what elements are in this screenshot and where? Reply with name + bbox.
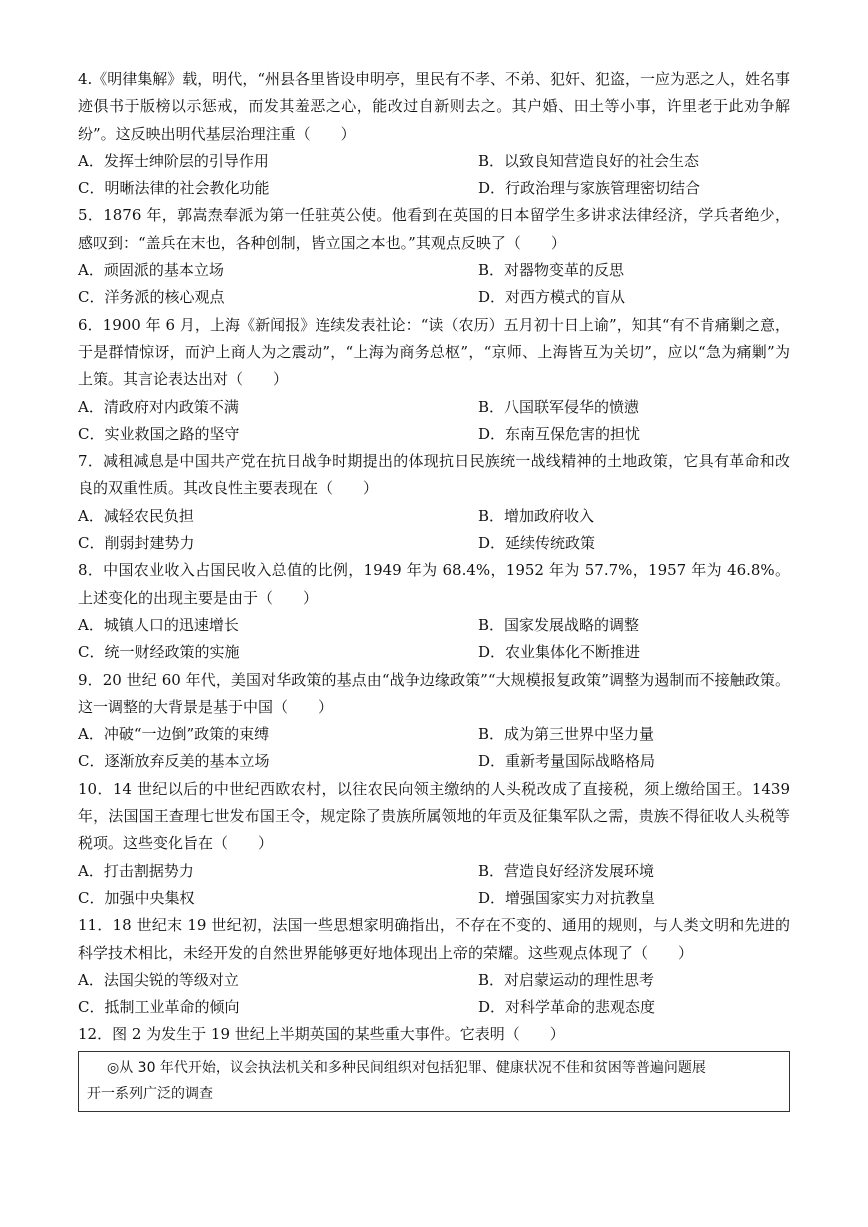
question-stem: 4.《明律集解》载，明代，“州县各里皆设申明亭，里民有不孝、不弟、犯奸、犯盗，一应为恶之人，姓名事迹俱书于版榜以示惩戒，而发其羞恶之心，能改过自新则去之。其户婚、田土等小事，许里老于此劝争解纷”。这反映出明代基层治理注重（ ）: [78, 70, 790, 143]
question-stem: 6．1900 年 6 月，上海《新闻报》连续发表社论：“读（农历）五月初十日上谕”，知其“有不肯痛剿之意，于是群情惊讶，而沪上商人为之震动”，“上海为商务总枢”，“京师、上海皆互为关切”，应以“急为痛剿”为上策。其言论表达出对（ ）: [78, 315, 790, 389]
option-d[interactable]: D．重新考量国际战略格局: [478, 752, 656, 771]
question-12: [78, 1021, 790, 1048]
options: [78, 858, 790, 913]
options: [78, 257, 790, 312]
option-a[interactable]: A．减轻农民负担: [78, 506, 194, 525]
option-d[interactable]: D．对科学革命的悲观态度: [478, 998, 656, 1017]
option-c[interactable]: C．削弱封建势力: [78, 534, 195, 553]
exam-page: [78, 66, 790, 1112]
option-d[interactable]: D．农业集体化不断推进: [478, 643, 641, 662]
option-a[interactable]: A．冲破“一边倒”政策的束缚: [78, 725, 270, 744]
question-6: [78, 312, 790, 448]
option-b[interactable]: B．成为第三世界中坚力量: [478, 725, 655, 744]
option-a[interactable]: A．发挥士绅阶层的引导作用: [78, 151, 269, 170]
question-5: [78, 202, 790, 311]
question-stem: 8．中国农业收入占国民收入总值的比例，1949 年为 68.4%，1952 年为 57.7%，1957 年为 46.8%。上述变化的出现主要是由于（ ）: [78, 561, 790, 607]
question-stem: 10．14 世纪以后的中世纪西欧农村，以往农民向领主缴纳的人头税改成了直接税，须上缴给国王。1439 年，法国国王查理七世发布国王令，规定除了贵族所属领地的年贡及征集军队之需，贵族不得征收人头税等税项。这些变化旨在（ ）: [78, 779, 790, 853]
option-c[interactable]: C．加强中央集权: [78, 888, 195, 907]
option-d[interactable]: D．行政治理与家族管理密切结合: [478, 179, 701, 198]
question-stem: 7．减租减息是中国共产党在抗日战争时期提出的体现抗日民族统一战线精神的土地政策，它具有革命和改良的双重性质。其改良性主要表现在（ ）: [78, 452, 790, 498]
option-a[interactable]: A．城镇人口的迅速增长: [78, 615, 239, 634]
question-11: [78, 912, 790, 1021]
option-b[interactable]: B．国家发展战略的调整: [478, 615, 640, 634]
option-b[interactable]: B．营造良好经济发展环境: [478, 861, 655, 880]
option-d[interactable]: D．延续传统政策: [478, 534, 596, 553]
option-a[interactable]: A．顽固派的基本立场: [78, 261, 224, 280]
box-line-1: ◎从 30 年代开始，议会执法机关和多种民间组织对包括犯罪、健康状况不佳和贫困等普遍问题展: [107, 1059, 706, 1076]
option-c[interactable]: C．实业救国之路的坚守: [78, 424, 240, 443]
question-4: [78, 66, 790, 202]
options: [78, 503, 790, 558]
question-stem: 9．20 世纪 60 年代，美国对华政策的基点由“战争边缘政策”“大规模报复政策”调整为遏制而不接触政策。这一调整的大背景是基于中国（ ）: [78, 670, 790, 716]
option-c[interactable]: C．明晰法律的社会教化功能: [78, 179, 270, 198]
question-7: [78, 448, 790, 557]
option-a[interactable]: A．清政府对内政策不满: [78, 397, 239, 416]
option-d[interactable]: D．东南互保危害的担忧: [478, 424, 641, 443]
question-stem: 12．图 2 为发生于 19 世纪上半期英国的某些重大事件。它表明（ ）: [78, 1025, 565, 1044]
option-b[interactable]: B．以致良知营造良好的社会生态: [478, 151, 700, 170]
option-d[interactable]: D．对西方模式的盲从: [478, 288, 626, 307]
question-stem: 5．1876 年，郭嵩焘奉派为第一任驻英公使。他看到在英国的日本留学生多讲求法律经济，学兵者绝少，感叹到：“盖兵在末也，各种创制，皆立国之本也。”其观点反映了（ ）: [78, 206, 790, 252]
option-c[interactable]: C．逐渐放弃反美的基本立场: [78, 752, 270, 771]
figure-2-box: [78, 1051, 790, 1112]
option-a[interactable]: A．法国尖锐的等级对立: [78, 970, 239, 989]
options: [78, 612, 790, 667]
question-9: [78, 667, 790, 776]
options: [78, 394, 790, 449]
options: [78, 967, 790, 1022]
box-line-2: 开一系列广泛的调查: [87, 1085, 213, 1102]
option-c[interactable]: C．洋务派的核心观点: [78, 288, 225, 307]
options: [78, 721, 790, 776]
option-c[interactable]: C．统一财经政策的实施: [78, 643, 240, 662]
option-d[interactable]: D．增强国家实力对抗教皇: [478, 888, 656, 907]
option-a[interactable]: A．打击割据势力: [78, 861, 194, 880]
option-b[interactable]: B．八国联军侵华的愤懑: [478, 397, 640, 416]
question-stem: 11．18 世纪末 19 世纪初，法国一些思想家明确指出，不存在不变的、通用的规则，与人类文明和先进的科学技术相比，未经开发的自然世界能够更好地体现出上帝的荣耀。这些观点体现了（ ）: [78, 916, 790, 962]
question-10: [78, 776, 790, 912]
option-b[interactable]: B．对器物变革的反思: [478, 261, 625, 280]
option-b[interactable]: B．对启蒙运动的理性思考: [478, 970, 655, 989]
option-c[interactable]: C．抵制工业革命的倾向: [78, 998, 240, 1017]
option-b[interactable]: B．增加政府收入: [478, 506, 595, 525]
options: [78, 148, 790, 203]
question-8: [78, 557, 790, 666]
